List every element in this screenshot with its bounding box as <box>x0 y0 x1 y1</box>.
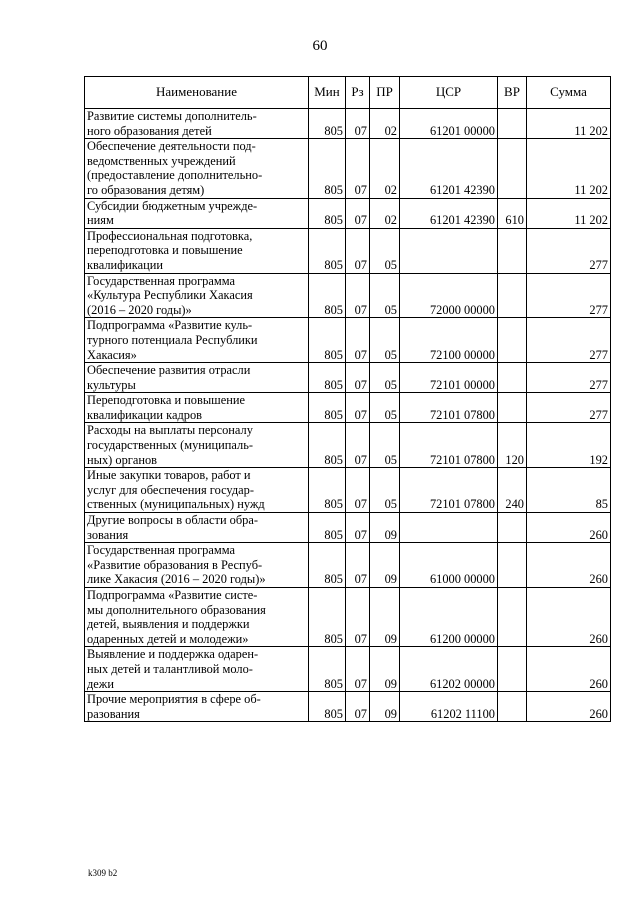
row-vr <box>498 318 527 363</box>
row-name <box>85 588 309 647</box>
row-rz: 07 <box>346 393 370 423</box>
table-row <box>85 692 611 722</box>
row-vr <box>498 543 527 588</box>
row-name-line: Иные закупки товаров, работ и <box>87 468 251 483</box>
row-name <box>85 363 309 393</box>
table-row <box>85 139 611 198</box>
row-pr: 05 <box>370 273 400 318</box>
header-vr: ВР <box>498 77 527 109</box>
row-name-line: ных) органов <box>87 452 158 467</box>
table-body <box>85 109 611 722</box>
row-name-line: квалификации <box>87 257 164 272</box>
row-min: 805 <box>309 273 346 318</box>
row-name-line: Другие вопросы в области обра- <box>87 513 258 528</box>
row-sum: 11 202 <box>527 139 611 198</box>
row-csr: 61201 00000 <box>400 109 498 139</box>
row-name <box>85 513 309 543</box>
row-vr <box>498 363 527 393</box>
row-name-line: Подпрограмма «Развитие систе- <box>87 588 258 602</box>
row-vr: 120 <box>498 423 527 468</box>
row-name-line: Развитие системы дополнитель- <box>87 109 257 123</box>
row-name-line: турного потенциала Республики <box>87 332 258 347</box>
row-pr: 02 <box>370 198 400 228</box>
row-csr: 61201 42390 <box>400 198 498 228</box>
row-sum: 260 <box>527 692 611 722</box>
row-name-line: культуры <box>87 377 136 392</box>
row-pr: 02 <box>370 109 400 139</box>
row-vr <box>498 393 527 423</box>
header-csr: ЦСР <box>400 77 498 109</box>
row-name-line: ведомственных учреждений <box>87 153 236 168</box>
row-sum: 277 <box>527 318 611 363</box>
row-pr: 05 <box>370 318 400 363</box>
row-min: 805 <box>309 228 346 273</box>
row-rz: 07 <box>346 139 370 198</box>
row-sum: 260 <box>527 513 611 543</box>
row-name <box>85 109 309 139</box>
row-min: 805 <box>309 423 346 468</box>
row-name-line: «Развитие образования в Респуб- <box>87 557 263 572</box>
row-name <box>85 318 309 363</box>
budget-table <box>84 76 611 722</box>
table-row <box>85 423 611 468</box>
row-min: 805 <box>309 647 346 692</box>
row-rz: 07 <box>346 109 370 139</box>
row-vr <box>498 109 527 139</box>
row-name-line: Государственная программа <box>87 273 235 288</box>
row-sum: 277 <box>527 393 611 423</box>
row-name-line: Подпрограмма «Развитие куль- <box>87 318 253 333</box>
row-rz: 07 <box>346 423 370 468</box>
row-csr: 61200 00000 <box>400 588 498 647</box>
row-name-line: Субсидии бюджетным учрежде- <box>87 198 258 213</box>
row-name-line: ного образования детей <box>87 123 212 138</box>
row-csr: 61202 11100 <box>400 692 498 722</box>
row-name <box>85 423 309 468</box>
row-csr: 72100 00000 <box>400 318 498 363</box>
row-min: 805 <box>309 198 346 228</box>
table-header-row <box>85 77 611 109</box>
row-pr: 09 <box>370 588 400 647</box>
table-row <box>85 393 611 423</box>
header-name: Наименование <box>85 77 309 109</box>
row-sum: 277 <box>527 228 611 273</box>
row-min: 805 <box>309 109 346 139</box>
row-name-line: квалификации кадров <box>87 407 202 422</box>
row-sum: 260 <box>527 647 611 692</box>
row-name-line: услуг для обеспечения государ- <box>87 482 254 497</box>
row-rz: 07 <box>346 273 370 318</box>
row-min: 805 <box>309 543 346 588</box>
row-sum: 260 <box>527 588 611 647</box>
footer-code: k309 b2 <box>88 868 118 878</box>
row-name <box>85 468 309 513</box>
table-row <box>85 363 611 393</box>
row-rz: 07 <box>346 543 370 588</box>
row-pr: 05 <box>370 228 400 273</box>
row-sum: 277 <box>527 363 611 393</box>
row-pr: 02 <box>370 139 400 198</box>
header-sum: Сумма <box>527 77 611 109</box>
header-pr: ПР <box>370 77 400 109</box>
row-name <box>85 139 309 198</box>
table-row <box>85 513 611 543</box>
row-csr: 61201 42390 <box>400 139 498 198</box>
row-sum: 277 <box>527 273 611 318</box>
row-min: 805 <box>309 393 346 423</box>
row-name-line: (2016 – 2020 годы)» <box>87 302 192 317</box>
header-min: Мин <box>309 77 346 109</box>
table-row <box>85 543 611 588</box>
row-name-line: переподготовка и повышение <box>87 243 243 258</box>
row-vr <box>498 139 527 198</box>
table-row <box>85 109 611 139</box>
row-rz: 07 <box>346 513 370 543</box>
row-vr <box>498 228 527 273</box>
page-number: 60 <box>312 38 328 54</box>
row-name-line: Выявление и поддержка одарен- <box>87 647 259 662</box>
row-name <box>85 543 309 588</box>
row-csr <box>400 228 498 273</box>
row-name-line: детей, выявления и поддержки <box>87 617 250 632</box>
row-rz: 07 <box>346 468 370 513</box>
row-min: 805 <box>309 513 346 543</box>
row-name <box>85 273 309 318</box>
row-csr <box>400 513 498 543</box>
table-row <box>85 468 611 513</box>
table-row <box>85 318 611 363</box>
row-vr: 240 <box>498 468 527 513</box>
row-min: 805 <box>309 588 346 647</box>
row-name-line: мы дополнительного образования <box>87 602 266 617</box>
row-vr <box>498 588 527 647</box>
row-name-line: разования <box>87 706 140 721</box>
row-name-line: Переподготовка и повышение <box>87 393 245 408</box>
row-vr <box>498 692 527 722</box>
row-name-line: Прочие мероприятия в сфере об- <box>87 692 261 707</box>
row-rz: 07 <box>346 692 370 722</box>
row-rz: 07 <box>346 588 370 647</box>
row-name-line: Государственная программа <box>87 543 235 558</box>
row-vr <box>498 513 527 543</box>
row-sum: 192 <box>527 423 611 468</box>
row-sum: 260 <box>527 543 611 588</box>
row-name-line: Обеспечение развития отрасли <box>87 363 251 378</box>
table-row <box>85 228 611 273</box>
row-name-line: зования <box>87 527 129 542</box>
table-row <box>85 273 611 318</box>
row-pr: 05 <box>370 423 400 468</box>
row-vr: 610 <box>498 198 527 228</box>
row-name <box>85 198 309 228</box>
row-rz: 07 <box>346 198 370 228</box>
row-rz: 07 <box>346 647 370 692</box>
row-name <box>85 647 309 692</box>
row-csr: 61000 00000 <box>400 543 498 588</box>
row-pr: 09 <box>370 692 400 722</box>
row-vr <box>498 647 527 692</box>
row-csr: 72101 07800 <box>400 423 498 468</box>
row-name-line: (предоставление дополнительно- <box>87 168 263 183</box>
row-name-line: одаренных детей и молодежи» <box>87 631 249 646</box>
row-csr: 72000 00000 <box>400 273 498 318</box>
row-rz: 07 <box>346 318 370 363</box>
row-pr: 05 <box>370 363 400 393</box>
row-csr: 72101 00000 <box>400 363 498 393</box>
row-sum: 11 202 <box>527 198 611 228</box>
row-rz: 07 <box>346 228 370 273</box>
row-name-line: ных детей и талантливой моло- <box>87 661 253 676</box>
row-pr: 05 <box>370 393 400 423</box>
row-pr: 09 <box>370 647 400 692</box>
row-pr: 09 <box>370 543 400 588</box>
row-name <box>85 393 309 423</box>
row-rz: 07 <box>346 363 370 393</box>
row-name-line: Расходы на выплаты персоналу <box>87 423 253 438</box>
row-csr: 61202 00000 <box>400 647 498 692</box>
row-name-line: Обеспечение деятельности под- <box>87 139 256 154</box>
header-rz: Рз <box>346 77 370 109</box>
row-sum: 11 202 <box>527 109 611 139</box>
row-name-line: Профессиональная подготовка, <box>87 228 253 243</box>
table-row <box>85 588 611 647</box>
row-name-line: «Культура Республики Хакасия <box>87 288 253 303</box>
row-pr: 09 <box>370 513 400 543</box>
row-vr <box>498 273 527 318</box>
row-min: 805 <box>309 468 346 513</box>
row-name-line: ственных (муниципальных) нужд <box>87 497 265 512</box>
row-name-line: ниям <box>87 213 114 228</box>
row-name <box>85 692 309 722</box>
row-name-line: лике Хакасия (2016 – 2020 годы)» <box>87 572 266 587</box>
table-row <box>85 647 611 692</box>
row-csr: 72101 07800 <box>400 393 498 423</box>
row-name-line: Хакасия» <box>87 347 137 362</box>
row-name-line: государственных (муниципаль- <box>87 438 253 453</box>
row-csr: 72101 07800 <box>400 468 498 513</box>
row-min: 805 <box>309 363 346 393</box>
row-name-line: го образования детям) <box>87 182 205 197</box>
row-name-line: дежи <box>87 676 114 691</box>
row-min: 805 <box>309 318 346 363</box>
row-min: 805 <box>309 139 346 198</box>
row-name <box>85 228 309 273</box>
row-pr: 05 <box>370 468 400 513</box>
row-sum: 85 <box>527 468 611 513</box>
table-row <box>85 198 611 228</box>
row-min: 805 <box>309 692 346 722</box>
